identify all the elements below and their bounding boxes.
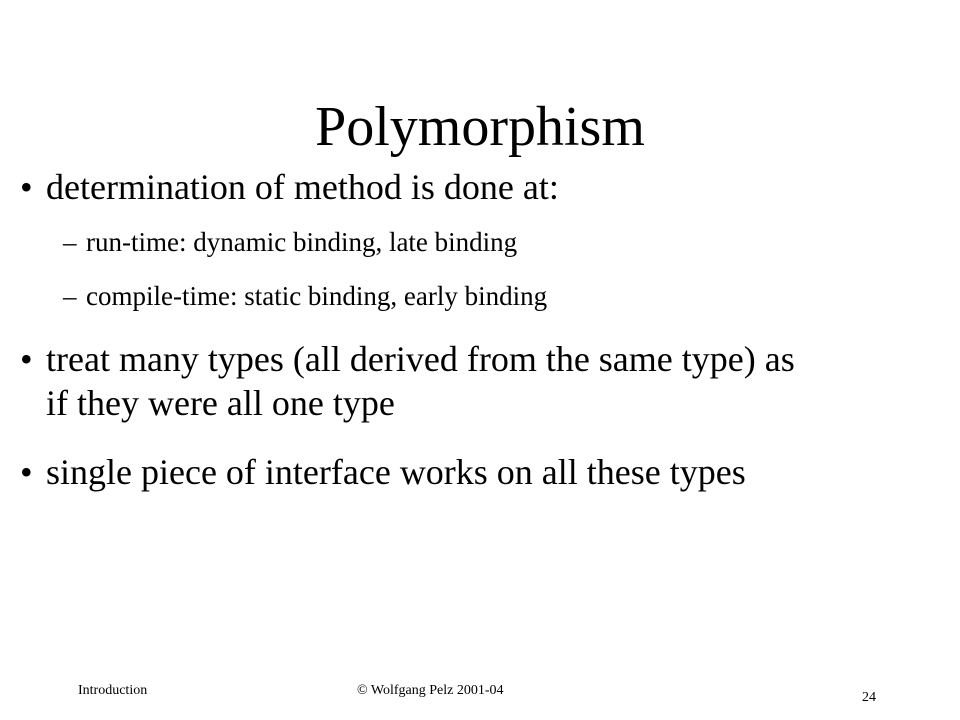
sub-marker: – xyxy=(63,227,77,257)
page-number: 24 xyxy=(862,690,876,705)
sub-text: compile-time: static binding, early binding xyxy=(86,281,548,311)
sub-text: run-time: dynamic binding, late binding xyxy=(86,227,518,257)
sub-marker: – xyxy=(63,281,77,311)
bullet-text: determination of method is done at: xyxy=(46,167,559,207)
bullet-marker: • xyxy=(20,452,33,492)
bullet-marker: • xyxy=(20,167,33,207)
bullet-marker: • xyxy=(20,339,33,379)
bullet-text: treat many types (all derived from the same type) as if they were all one type xyxy=(46,339,795,423)
slide-title: Polymorphism xyxy=(315,96,645,158)
footer-copyright: © Wolfgang Pelz 2001-04 xyxy=(357,683,504,698)
bullet-text: single piece of interface works on all these types xyxy=(46,452,746,492)
footer-section-label: Introduction xyxy=(78,683,148,698)
